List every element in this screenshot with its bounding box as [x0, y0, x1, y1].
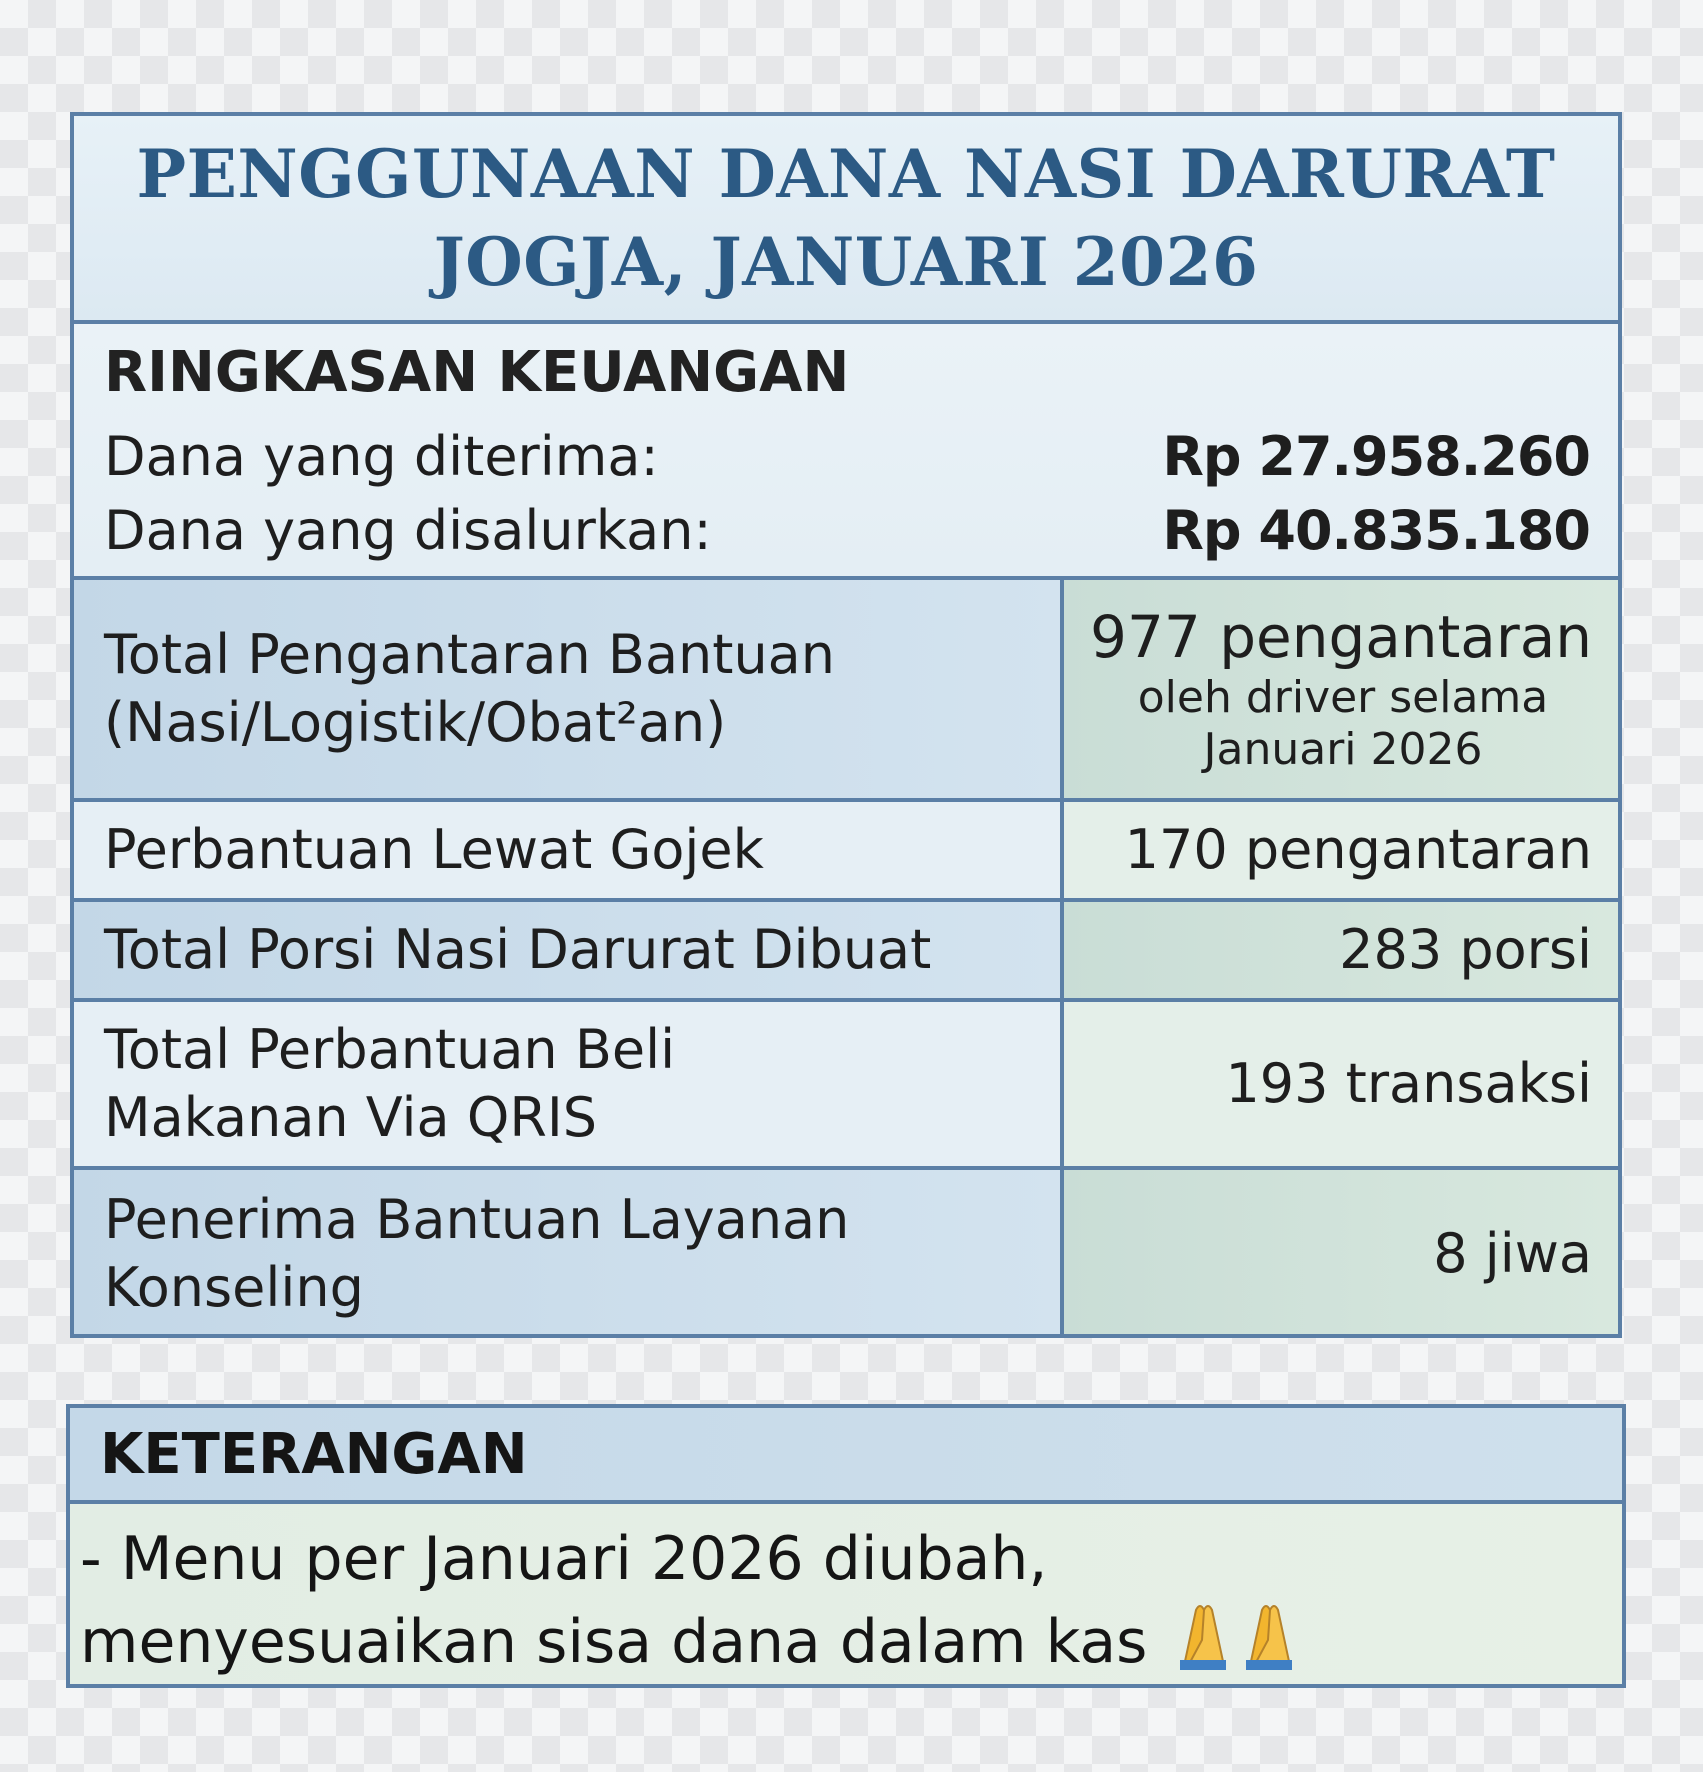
stat-value-cell: [1064, 802, 1618, 898]
title-line-1: PENGGUNAAN DANA NASI DARURAT: [136, 135, 1556, 213]
stat-label: [74, 802, 1064, 898]
summary-value: Rp 27.958.260: [1162, 424, 1590, 488]
summary-value: Rp 40.835.180: [1162, 498, 1590, 562]
stat-label-line: Total Pengantaran Bantuan: [104, 623, 835, 686]
page-title: [74, 116, 1618, 324]
summary-label: Dana yang diterima:: [104, 424, 659, 488]
stat-label: [74, 902, 1064, 998]
folded-hands-icon: [1166, 1600, 1302, 1688]
stat-label: [74, 580, 1064, 798]
stat-value-cell: [1064, 1170, 1618, 1338]
stat-label-line: Perbantuan Lewat Gojek: [104, 818, 764, 881]
stat-label-line: Total Perbantuan Beli: [104, 1018, 676, 1081]
stat-value: 8 jiwa: [1433, 1222, 1592, 1285]
stat-label-line: (Nasi/Logistik/Obat²an): [104, 691, 727, 754]
summary-label: Dana yang disalurkan:: [104, 498, 712, 562]
table-row: [74, 1002, 1618, 1170]
stat-value-cell: [1064, 902, 1618, 998]
stat-value-cell: [1064, 1002, 1618, 1166]
notes-heading: KETERANGAN: [70, 1408, 1622, 1504]
table-row: [74, 1170, 1618, 1338]
stat-label-line: Konseling: [104, 1256, 364, 1319]
note-line-text: menyesuaikan sisa dana dalam kas: [80, 1607, 1148, 1677]
stat-value: 193 transaksi: [1225, 1052, 1592, 1115]
stat-label-line: Penerima Bantuan Layanan: [104, 1188, 850, 1251]
summary-card: [70, 112, 1622, 1338]
table-row: [74, 802, 1618, 902]
financial-summary: [74, 324, 1618, 580]
summary-row-disbursed: [104, 494, 1590, 566]
notes-body: [70, 1504, 1622, 1684]
stat-subtext: oleh driver selama: [1137, 672, 1549, 723]
stat-label: [74, 1170, 1064, 1338]
stat-subtext: Januari 2026: [1203, 724, 1483, 775]
notes-box: [66, 1404, 1626, 1688]
stat-label-line: Total Porsi Nasi Darurat Dibuat: [104, 918, 932, 981]
title-line-2: JOGJA, JANUARI 2026: [433, 223, 1259, 301]
summary-row-received: [104, 420, 1590, 492]
note-line-2: [80, 1600, 1612, 1688]
stat-value: 283 porsi: [1339, 918, 1592, 981]
stat-value: 977 pengantaran: [1090, 603, 1592, 671]
summary-heading: RINGKASAN KEUANGAN: [104, 340, 850, 405]
table-row: [74, 580, 1618, 802]
note-line: - Menu per Januari 2026 diubah,: [80, 1524, 1048, 1594]
table-row: [74, 902, 1618, 1002]
stat-value-cell: [1064, 580, 1618, 798]
stat-label-line: Makanan Via QRIS: [104, 1086, 598, 1149]
stat-label: [74, 1002, 1064, 1166]
stat-value: 170 pengantaran: [1124, 818, 1592, 881]
